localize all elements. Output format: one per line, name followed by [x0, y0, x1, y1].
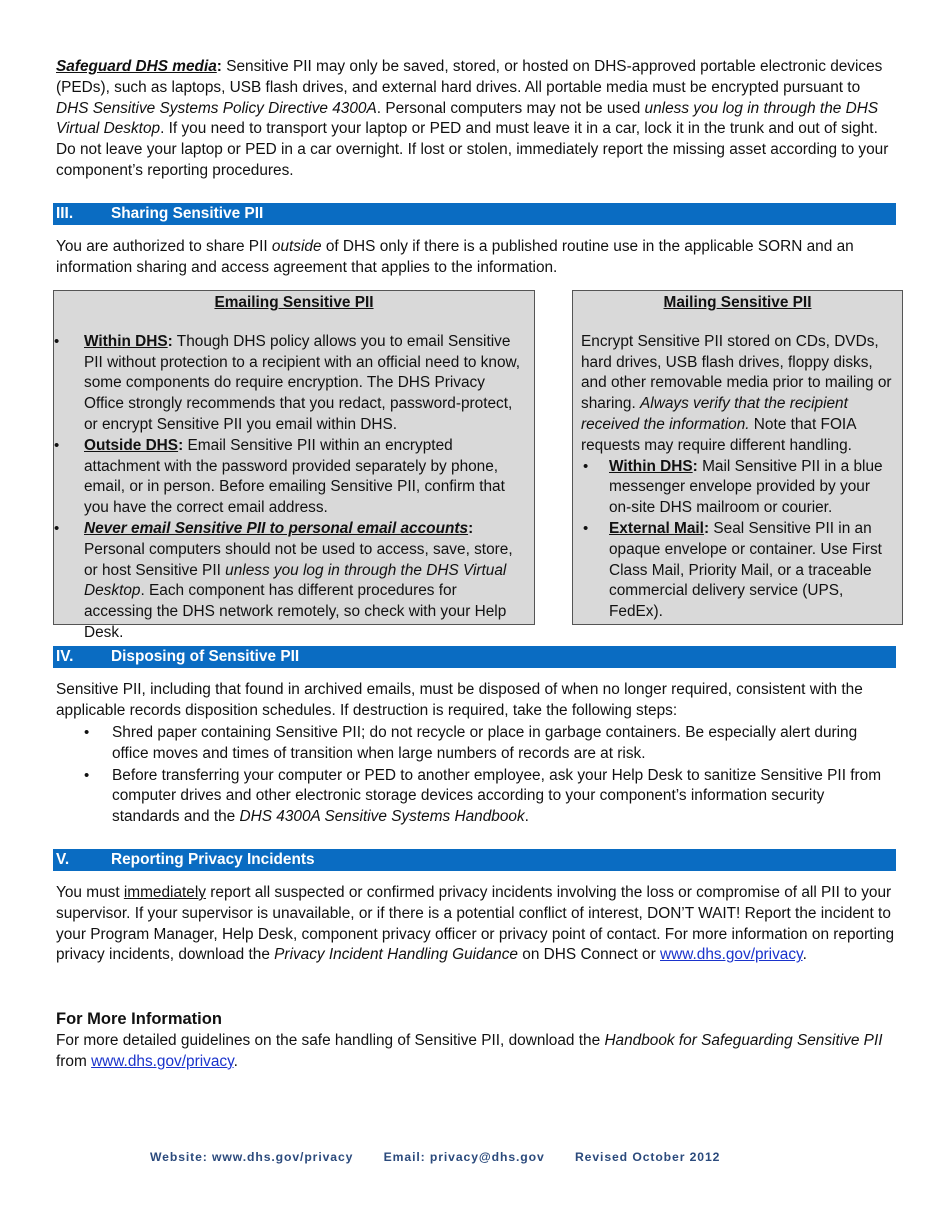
reporting-paragraph: You must immediately report all suspected or confirmed privacy incidents involving the loss or compromise of all PII to your supervisor. If your supervisor is unavailable, or if there is a potential conflict of interest, DON’T WAIT! Report the incident to your Program Manager, Help Desk, component privacy officer or privacy point of contact. For more information on reporting privacy incidents, download the Privacy Incident Handling Guidance on DHS Connect or www.dhs.gov/privacy. — [56, 884, 895, 964]
bullet-icon: • — [54, 436, 60, 454]
section-header-reporting — [53, 849, 896, 871]
section-header-sharing — [53, 203, 896, 225]
list-item: • Within DHS: Mail Sensitive PII in a blue messenger envelope provided by your on-site DHS mailroom or courier. — [583, 457, 883, 517]
section-number: IV. — [56, 648, 74, 665]
disposing-paragraph: Sensitive PII, including that found in archived emails, must be disposed of when no longer required, consistent with the applicable records disposition schedules. If destruction is required, take the following steps: — [56, 681, 863, 719]
sharing-paragraph: You are authorized to share PII outside of DHS only if there is a published routine use in the applicable SORN and an information sharing and access agreement that applies to the information. — [56, 238, 854, 276]
section-title: Sharing Sensitive PII — [111, 205, 264, 222]
mailing-list — [581, 457, 894, 623]
bullet-icon: • — [54, 332, 60, 350]
more-info-heading: For More Information — [56, 1010, 222, 1028]
section-title: Disposing of Sensitive PII — [111, 648, 300, 665]
section-number: V. — [56, 851, 70, 868]
intro-paragraph: Safeguard DHS media: Sensitive PII may only be saved, stored, or hosted on DHS-approved portable electronic devices (PEDs), such as laptops, USB flash drives, and external hard drives. All portable media must be encrypted pursuant to DHS Sensitive Systems Policy Directive 4300A. Personal computers may not be used unless you log in through the DHS Virtual Desktop. If you need to transport your laptop or PED and must leave it in a car, lock it in the trunk and out of sight. Do not leave your laptop or PED in a car overnight. If lost or stolen, immediately report the missing asset according to your component’s reporting procedures. — [56, 58, 889, 179]
footer-website: Website: www.dhs.gov/privacy — [150, 1150, 354, 1164]
list-item: • Within DHS: Though DHS policy allows you to email Sensitive PII without protection to a recipient with an official need to know, some components do require encryption. The DHS Privacy Office strongly recommends that you redact, password-protect, or encrypt Sensitive PII you email within DHS. — [54, 332, 521, 433]
more-info-paragraph: For more detailed guidelines on the safe handling of Sensitive PII, download the Handbook for Safeguarding Sensitive PII from www.dhs.gov/privacy. — [56, 1032, 883, 1070]
list-item: • Before transferring your computer or PED to another employee, ask your Help Desk to sanitize Sensitive PII from computer drives and other electronic storage devices according to your component’s information security standards and the DHS 4300A Sensitive Systems Handbook. — [84, 766, 882, 826]
list-item: • Never email Sensitive PII to personal email accounts: Personal computers should not be used to access, save, store, or host Sensitive PII unless you log in through the DHS Virtual Desktop. Each component has different procedures for accessing the DHS network remotely, so check with your Help Desk. — [54, 519, 513, 641]
section-title: Reporting Privacy Incidents — [111, 851, 315, 868]
footer-revised: Revised October 2012 — [574, 1150, 721, 1164]
list-item: • Outside DHS: Email Sensitive PII within an encrypted attachment with the password provided separately by phone, email, or in person. Before emailing Sensitive PII, confirm that you have the correct email address. — [54, 436, 505, 517]
privacy-link[interactable]: www.dhs.gov/privacy — [91, 1052, 234, 1070]
emailing-box — [53, 290, 535, 641]
emailing-box-title: Emailing Sensitive PII — [214, 294, 374, 311]
bullet-icon: • — [84, 724, 90, 741]
mailing-box-title: Mailing Sensitive PII — [663, 294, 812, 311]
privacy-link[interactable]: www.dhs.gov/privacy — [660, 946, 803, 964]
list-item: • Shred paper containing Sensitive PII; do not recycle or place in garbage containers. Be especially alert during office moves and times of transition when large numbers of records are at risk. — [84, 724, 858, 762]
section-header-disposing — [53, 646, 896, 668]
mailing-paragraph: Encrypt Sensitive PII stored on CDs, DVDs, hard drives, USB flash drives, floppy disks, and other removable media prior to mailing or sharing. Always verify that the recipient received the information. Note that FOIA requests may require different handling. — [581, 332, 892, 454]
intro-lead: Safeguard DHS media — [56, 58, 217, 75]
footer-email: Email: privacy@dhs.gov — [383, 1150, 545, 1164]
disposing-list — [84, 723, 896, 828]
mailing-box — [572, 290, 903, 625]
bullet-icon: • — [54, 519, 60, 537]
page-footer — [150, 1147, 746, 1168]
bullet-icon: • — [84, 766, 90, 784]
emailing-list — [54, 332, 534, 644]
bullet-icon: • — [583, 519, 589, 537]
bullet-icon: • — [583, 457, 589, 475]
section-number: III. — [56, 205, 74, 222]
list-item: • External Mail: Seal Sensitive PII in an opaque envelope or container. Use First Class Mail, Priority Mail, or a traceable commercial delivery service (UPS, FedEx). — [583, 519, 882, 621]
